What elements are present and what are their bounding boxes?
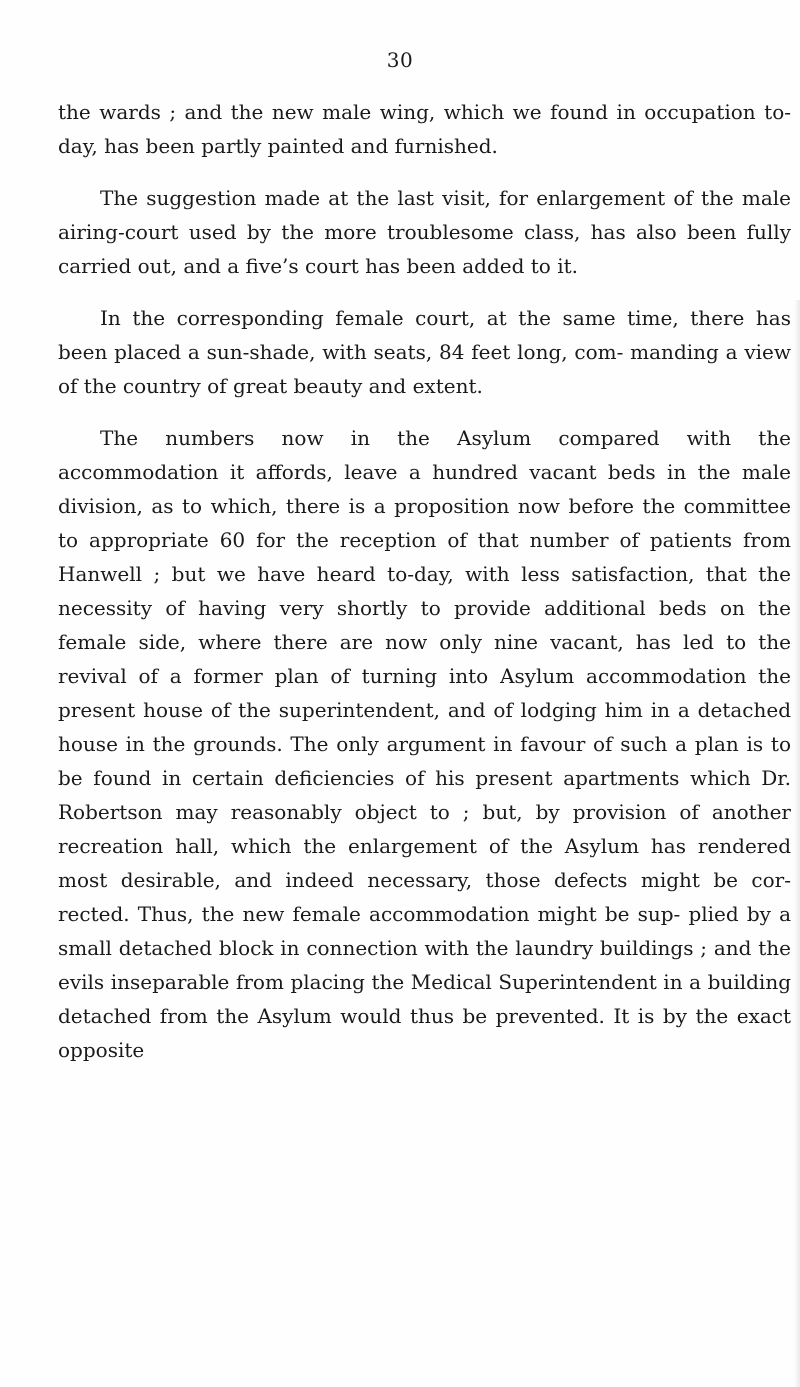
paragraph-3: In the corresponding female court, at the same time, there has been placed a sun-shade, with seats, 84 feet long, com- manding a view of the country of great beauty and extent. [58,306,791,398]
paragraph-1: the wards ; and the new male wing, which we found in occupation to-day, has been partly painted and furnished. [58,100,791,158]
paragraph-2: The suggestion made at the last visit, for enlargement of the male airing-court used by the more troublesome class, has also been fully carried out, and a five’s court has been added to it. [58,186,791,278]
page-edge-shadow [794,300,800,1387]
paragraph-4: The numbers now in the Asylum compared with the accommodation it affords, leave a hundred vacant beds in the male division, as to which, there is a proposition now before the committee to appropriate 60 for the reception of that number of patients from Hanwell ; but we have heard to-day, with less satisfaction, that the necessity of having very shortly to provide additional beds on the female side, where there are now only nine vacant, has led to the revival of a former plan of turning into Asylum accommodation the present house of the superintendent, and of lodging him in a detached house in the grounds. The only argument in favour of such a plan is to be found in certain deficiencies of his present apartments which Dr. Robertson may reasonably object to ; but, by provision of another recreation hall, which the enlargement of the Asylum has rendered most desirable, and indeed necessary, those defects might be cor- rected. Thus, the new female accommodation might be sup- plied by a small detached block in connection with the laundry buildings ; and the evils inseparable from placing the Medical Superintendent in a building detached from the Asylum would thus be prevented. It is by the exact opposite [58,426,791,1062]
body-text [58,95,791,1085]
page-number: 30 [386,48,414,72]
